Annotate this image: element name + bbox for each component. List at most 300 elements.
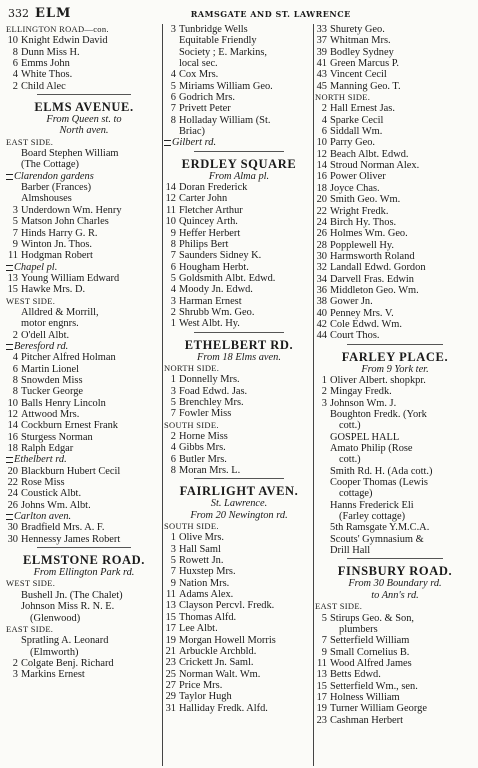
resident-entry [164,126,314,137]
entry-text: cott.) [339,420,361,432]
house-number: 22 [316,205,327,217]
resident-entry [164,284,314,295]
entry-text: Hanns Frederick Eli [330,499,414,511]
house-number: 32 [316,262,327,274]
entry-text: NORTH SIDE. [164,362,220,373]
resident-entry [6,182,162,193]
resident-entry [164,115,314,126]
cross-street [6,454,162,465]
resident-entry [315,466,475,477]
resident-entry [315,58,475,69]
house-number: 7 [170,250,176,262]
entry-text: Colgate Benj. Richard [21,657,114,669]
entry-text: Spratling A. Leonard [21,635,109,647]
house-number: 11 [165,204,176,216]
entry-text: From Queen st. to [46,114,122,126]
resident-entry [315,308,475,319]
resident-entry [164,35,314,46]
entry-text: Gower Jn. [330,296,373,308]
resident-entry [6,330,162,341]
entry-text: Clayson Percvl. Fredk. [179,600,275,612]
house-number: 25 [165,668,176,680]
resident-entry [6,307,162,318]
entry-text: Goldsmith Albt. Edwd. [179,272,276,284]
entry-text: (Glenwood) [30,612,81,624]
house-number: 12 [7,409,18,420]
resident-entry [164,555,314,566]
resident-entry [6,534,162,545]
house-number: 8 [12,374,18,386]
entry-text: From 30 Boundary rd. [348,578,442,590]
house-number: 24 [316,216,327,228]
resident-entry [315,35,475,46]
house-number: 14 [165,182,176,194]
house-number: 23 [316,714,327,726]
resident-entry [164,465,314,476]
entry-text: Arbuckle Archbld. [179,645,257,657]
entry-text: Tunbridge Wells [179,24,248,35]
entry-text: Martin Lionel [21,363,80,375]
house-number: 26 [7,499,18,511]
entry-text: cottage) [339,488,373,500]
resident-entry [164,691,314,702]
resident-entry [164,182,314,193]
entry-text: to Ann's rd. [371,589,419,601]
entry-text: Beresford rd. [14,340,69,352]
house-number: 8 [170,114,176,126]
house-number: 16 [316,171,327,183]
entry-text: St. Lawrence. [210,498,268,510]
entry-text: ERDLEY SQUARE [181,156,297,171]
resident-entry [6,522,162,533]
entry-text: Gibbs Mrs. [179,442,226,454]
entry-text: Almshouses [21,193,72,205]
entry-text: Heffer Herbert [179,227,241,239]
resident-entry [315,126,475,137]
entry-text: WEST SIDE. [6,295,56,306]
entry-text: Philips Bert [179,238,229,250]
entry-text: Oliver Albert. shopkpr. [330,374,426,386]
entry-text: Hinds Harry G. R. [21,227,98,239]
entry-text: WEST SIDE. [6,578,56,589]
entry-text: Emms John [21,58,70,70]
entry-text: local sec. [179,58,218,70]
house-number: 19 [316,703,327,715]
entry-text: Green Marcus P. [330,58,399,70]
resident-entry [164,307,314,318]
street-route [315,590,475,601]
entry-text: Brenchley Mrs. [179,396,244,408]
entry-text: Vincent Cecil [330,69,387,81]
house-number: 44 [316,330,327,342]
house-number: 11 [316,657,327,669]
house-number: 19 [165,634,176,646]
house-number: 11 [165,589,176,601]
entry-text: Rowett Jn. [179,555,224,567]
house-number: 14 [7,420,18,432]
house-number: 3 [12,669,18,681]
side-label [164,521,314,532]
divider [164,476,314,481]
house-number: 14 [316,160,327,172]
house-number: 18 [7,443,18,455]
house-number: 2 [321,103,327,115]
side-label [6,137,162,148]
entry-text: Alldred & Morrill, [21,306,99,318]
resident-entry [164,250,314,261]
resident-entry [6,477,162,488]
entry-text: West Albt. Hy. [179,318,240,330]
entry-text: Fowler Miss [179,408,232,420]
side-label [164,420,314,431]
side-label [6,24,162,35]
entry-text: FAIRLIGHT AVEN. [179,484,299,499]
entry-text: O'dell Albt. [21,329,70,341]
resident-entry [6,398,162,409]
resident-entry [164,386,314,397]
resident-entry [164,408,314,419]
entry-text: GOSPEL HALL [330,431,400,443]
entry-text: Carter John [179,193,228,205]
house-number: 2 [12,657,18,669]
entry-text: Hodgman Robert [21,250,93,262]
entry-text: Hougham Herbt. [179,261,249,273]
entry-text: Parry Geo. [330,137,376,149]
house-number: 3 [12,204,18,216]
house-number: 20 [316,194,327,206]
entry-text: Butler Mrs. [179,453,227,465]
entry-text: Board Stephen William [21,148,119,160]
house-number: 6 [170,261,176,273]
house-number: 15 [316,680,327,692]
resident-entry [6,273,162,284]
entry-text: Court Thos. [330,330,380,342]
resident-entry [315,206,475,217]
directory-column-1 [6,24,162,766]
entry-text: Smith Geo. Wm. [330,194,401,206]
resident-entry [315,681,475,692]
resident-entry [6,35,162,46]
entry-text: Lee Albt. [179,623,218,635]
entry-text: Ralph Edgar [21,443,74,455]
entry-text: ETHELBERT RD. [184,337,294,352]
resident-entry [315,715,475,726]
entry-text: Young William Edward [21,272,120,284]
house-number: 16 [7,431,18,443]
house-number: 13 [7,272,18,284]
house-number: 5 [170,555,176,567]
entry-text: Whitman Mrs. [330,35,391,47]
entry-text: Harmsworth Roland [330,250,415,262]
house-number: 8 [12,386,18,398]
entry-text: Child Alec [21,80,66,92]
house-number: 3 [170,24,176,35]
resident-entry [164,262,314,273]
side-label [315,601,475,612]
entry-text: From 9 York ter. [361,363,429,375]
street-route [315,364,475,375]
house-number: 5 [170,272,176,284]
resident-entry [164,92,314,103]
resident-entry [164,69,314,80]
entry-text: Manning Geo. T. [330,80,401,92]
resident-entry [315,183,475,194]
house-number: 2 [12,329,18,341]
resident-entry [164,657,314,668]
resident-entry [315,624,475,635]
resident-entry [164,193,314,204]
entry-text: Doran Frederick [179,182,248,194]
resident-entry [6,58,162,69]
entry-text: Drill Hall [330,545,371,557]
entry-text: Halliday Fredk. Alfd. [179,702,268,714]
house-number: 42 [316,318,327,330]
resident-entry [164,431,314,442]
house-number: 4 [170,442,176,454]
resident-entry [164,600,314,611]
entry-text: Power Oliver [330,171,386,183]
entry-text: Society ; E. Markins, [179,46,268,58]
house-number: 3 [170,295,176,307]
resident-entry [315,69,475,80]
house-number: 2 [12,80,18,92]
entry-text: Attwood Mrs. [21,409,80,420]
resident-entry [315,47,475,58]
house-number: 2 [170,306,176,318]
entry-text: Siddall Wm. [330,126,383,138]
resident-entry [315,262,475,273]
resident-entry [6,488,162,499]
resident-entry [164,103,314,114]
entry-text: Hennessy James Robert [21,533,121,545]
resident-entry [164,442,314,453]
resident-entry [164,635,314,646]
house-number: 18 [316,182,327,194]
house-number: 1 [170,318,176,330]
divider [164,149,314,154]
house-number: 4 [12,69,18,81]
entry-text: From Ellington Park rd. [33,567,135,579]
entry-text: Stroud Norman Alex. [330,160,420,172]
resident-entry [315,115,475,126]
house-number: 15 [7,284,18,296]
entry-text: Sparke Cecil [330,114,384,126]
entry-text: Pitcher Alfred Holman [21,352,116,364]
resident-entry [6,159,162,170]
resident-entry [315,500,475,511]
street-heading [164,338,314,352]
resident-entry [315,477,475,488]
resident-entry [6,69,162,80]
page-number: 332 [8,7,29,20]
entry-text: Darvell Fras. Edwin [330,273,414,285]
entry-text: Chapel pl. [14,261,58,273]
resident-entry [315,703,475,714]
resident-entry [6,635,162,646]
divider [315,342,475,347]
resident-entry [164,589,314,600]
house-number: 10 [316,137,327,149]
entry-text: Coustick Albt. [21,488,82,500]
resident-entry [6,250,162,261]
house-number: 8 [170,238,176,250]
entry-text: NORTH SIDE. [315,92,371,103]
divider [6,545,162,550]
entry-text: Holness William [330,691,400,703]
house-number: 6 [170,453,176,465]
resident-entry [315,398,475,409]
resident-entry [315,375,475,386]
resident-entry [6,205,162,216]
house-number: 7 [12,227,18,239]
resident-entry [6,466,162,477]
resident-entry [315,692,475,703]
side-label [315,92,475,103]
entry-text: Betts Edwd. [330,669,381,681]
entry-text: FINSBURY ROAD. [337,564,453,579]
house-number: 13 [316,669,327,681]
resident-entry [315,319,475,330]
house-number: 3 [170,543,176,555]
entry-text: Holladay William (St. [179,114,271,126]
house-number: 23 [165,657,176,669]
house-number: 5 [321,612,327,624]
resident-entry [164,669,314,680]
resident-entry [6,590,162,601]
street-route [164,352,314,363]
resident-entry [164,228,314,239]
resident-entry [315,443,475,454]
house-number: 36 [316,284,327,296]
house-number: 38 [316,296,327,308]
entry-text: Moran Mrs. L. [179,465,241,477]
entry-text: Snowden Miss [21,374,83,386]
house-number: 3 [170,385,176,397]
resident-entry [315,24,475,35]
entry-text: Cole Edwd. Wm. [330,318,402,330]
resident-entry [164,24,314,35]
house-number: 4 [170,69,176,81]
entry-text: Crickett Jn. Saml. [179,657,254,669]
entry-text: Equitable Friendly [179,35,257,47]
resident-entry [315,432,475,443]
resident-entry [164,47,314,58]
resident-entry [6,601,162,612]
entry-text: Sturgess Norman [21,431,93,443]
entry-text: Wood Alfred James [330,657,412,669]
entry-text: Wright Fredk. [330,205,389,217]
house-number: 31 [165,702,176,714]
resident-entry [164,612,314,623]
entry-text: (Farley cottage) [339,511,406,523]
entry-text: Shrubb Wm. Geo. [179,306,255,318]
entry-text: Price Mrs. [179,679,223,691]
resident-entry [6,432,162,443]
street-heading [164,157,314,171]
entry-text: From Alma pl. [208,170,270,182]
entry-text: Bodley Sydney [330,46,394,58]
resident-entry [315,285,475,296]
house-number: 17 [165,623,176,635]
house-number: 1 [321,374,327,386]
entry-text: Small Cornelius B. [330,646,410,658]
house-number: 27 [165,679,176,691]
house-number: 29 [165,691,176,703]
entry-text: Harman Ernest [179,295,242,307]
house-number: 3 [321,397,327,409]
entry-text: (Elmworth) [30,646,79,658]
house-number: 12 [316,148,327,160]
resident-entry [315,274,475,285]
house-number: 20 [7,465,18,477]
resident-entry [6,669,162,680]
column-divider [162,24,163,766]
entry-text: ELMSTONE ROAD. [22,553,146,568]
house-number: 30 [316,250,327,262]
resident-entry [164,578,314,589]
resident-entry [6,613,162,624]
resident-entry [164,703,314,714]
house-number: 33 [316,24,327,35]
entry-text: Barber (Frances) [21,182,92,194]
house-number: 5 [170,80,176,92]
resident-entry [315,137,475,148]
house-number: 30 [7,533,18,545]
house-number: 15 [165,611,176,623]
house-number: 2 [321,386,327,398]
house-number: 10 [7,35,18,47]
entry-text: Setterfield Wm., sen. [330,680,418,692]
divider [315,556,475,561]
resident-entry [315,545,475,556]
entry-text: Clarendon gardens [14,170,94,182]
entry-text: Johnson Wm. J. [330,397,397,409]
entry-text: Ethelbert rd. [14,454,67,466]
resident-entry [315,511,475,522]
entry-text: Cox Mrs. [179,69,219,81]
resident-entry [6,318,162,329]
resident-entry [164,544,314,555]
house-number: 1 [170,374,176,386]
entry-text: Mingay Fredk. [330,386,392,398]
house-number: 17 [316,691,327,703]
resident-entry [164,623,314,634]
entry-text: Godrich Mrs. [179,92,235,104]
cross-street [6,511,162,522]
resident-entry [315,522,475,533]
house-number: 7 [170,566,176,578]
resident-entry [6,193,162,204]
resident-entry [164,374,314,385]
entry-text: Setterfield William [330,635,410,647]
resident-entry [6,420,162,431]
resident-entry [315,160,475,171]
entry-text: Nation Mrs. [179,577,230,589]
house-number: 10 [165,216,176,228]
entry-text: EAST SIDE. [6,136,54,147]
street-heading [315,350,475,364]
entry-text: SOUTH SIDE. [164,521,219,532]
house-number: 7 [321,635,327,647]
divider [6,92,162,97]
street-route [6,114,162,125]
entry-text: SOUTH SIDE. [164,419,219,430]
resident-entry [164,239,314,250]
resident-entry [6,443,162,454]
entry-text: ELMS AVENUE. [34,100,134,115]
entry-text: Cockburn Ernest Frank [21,420,118,432]
page-header [8,6,470,22]
